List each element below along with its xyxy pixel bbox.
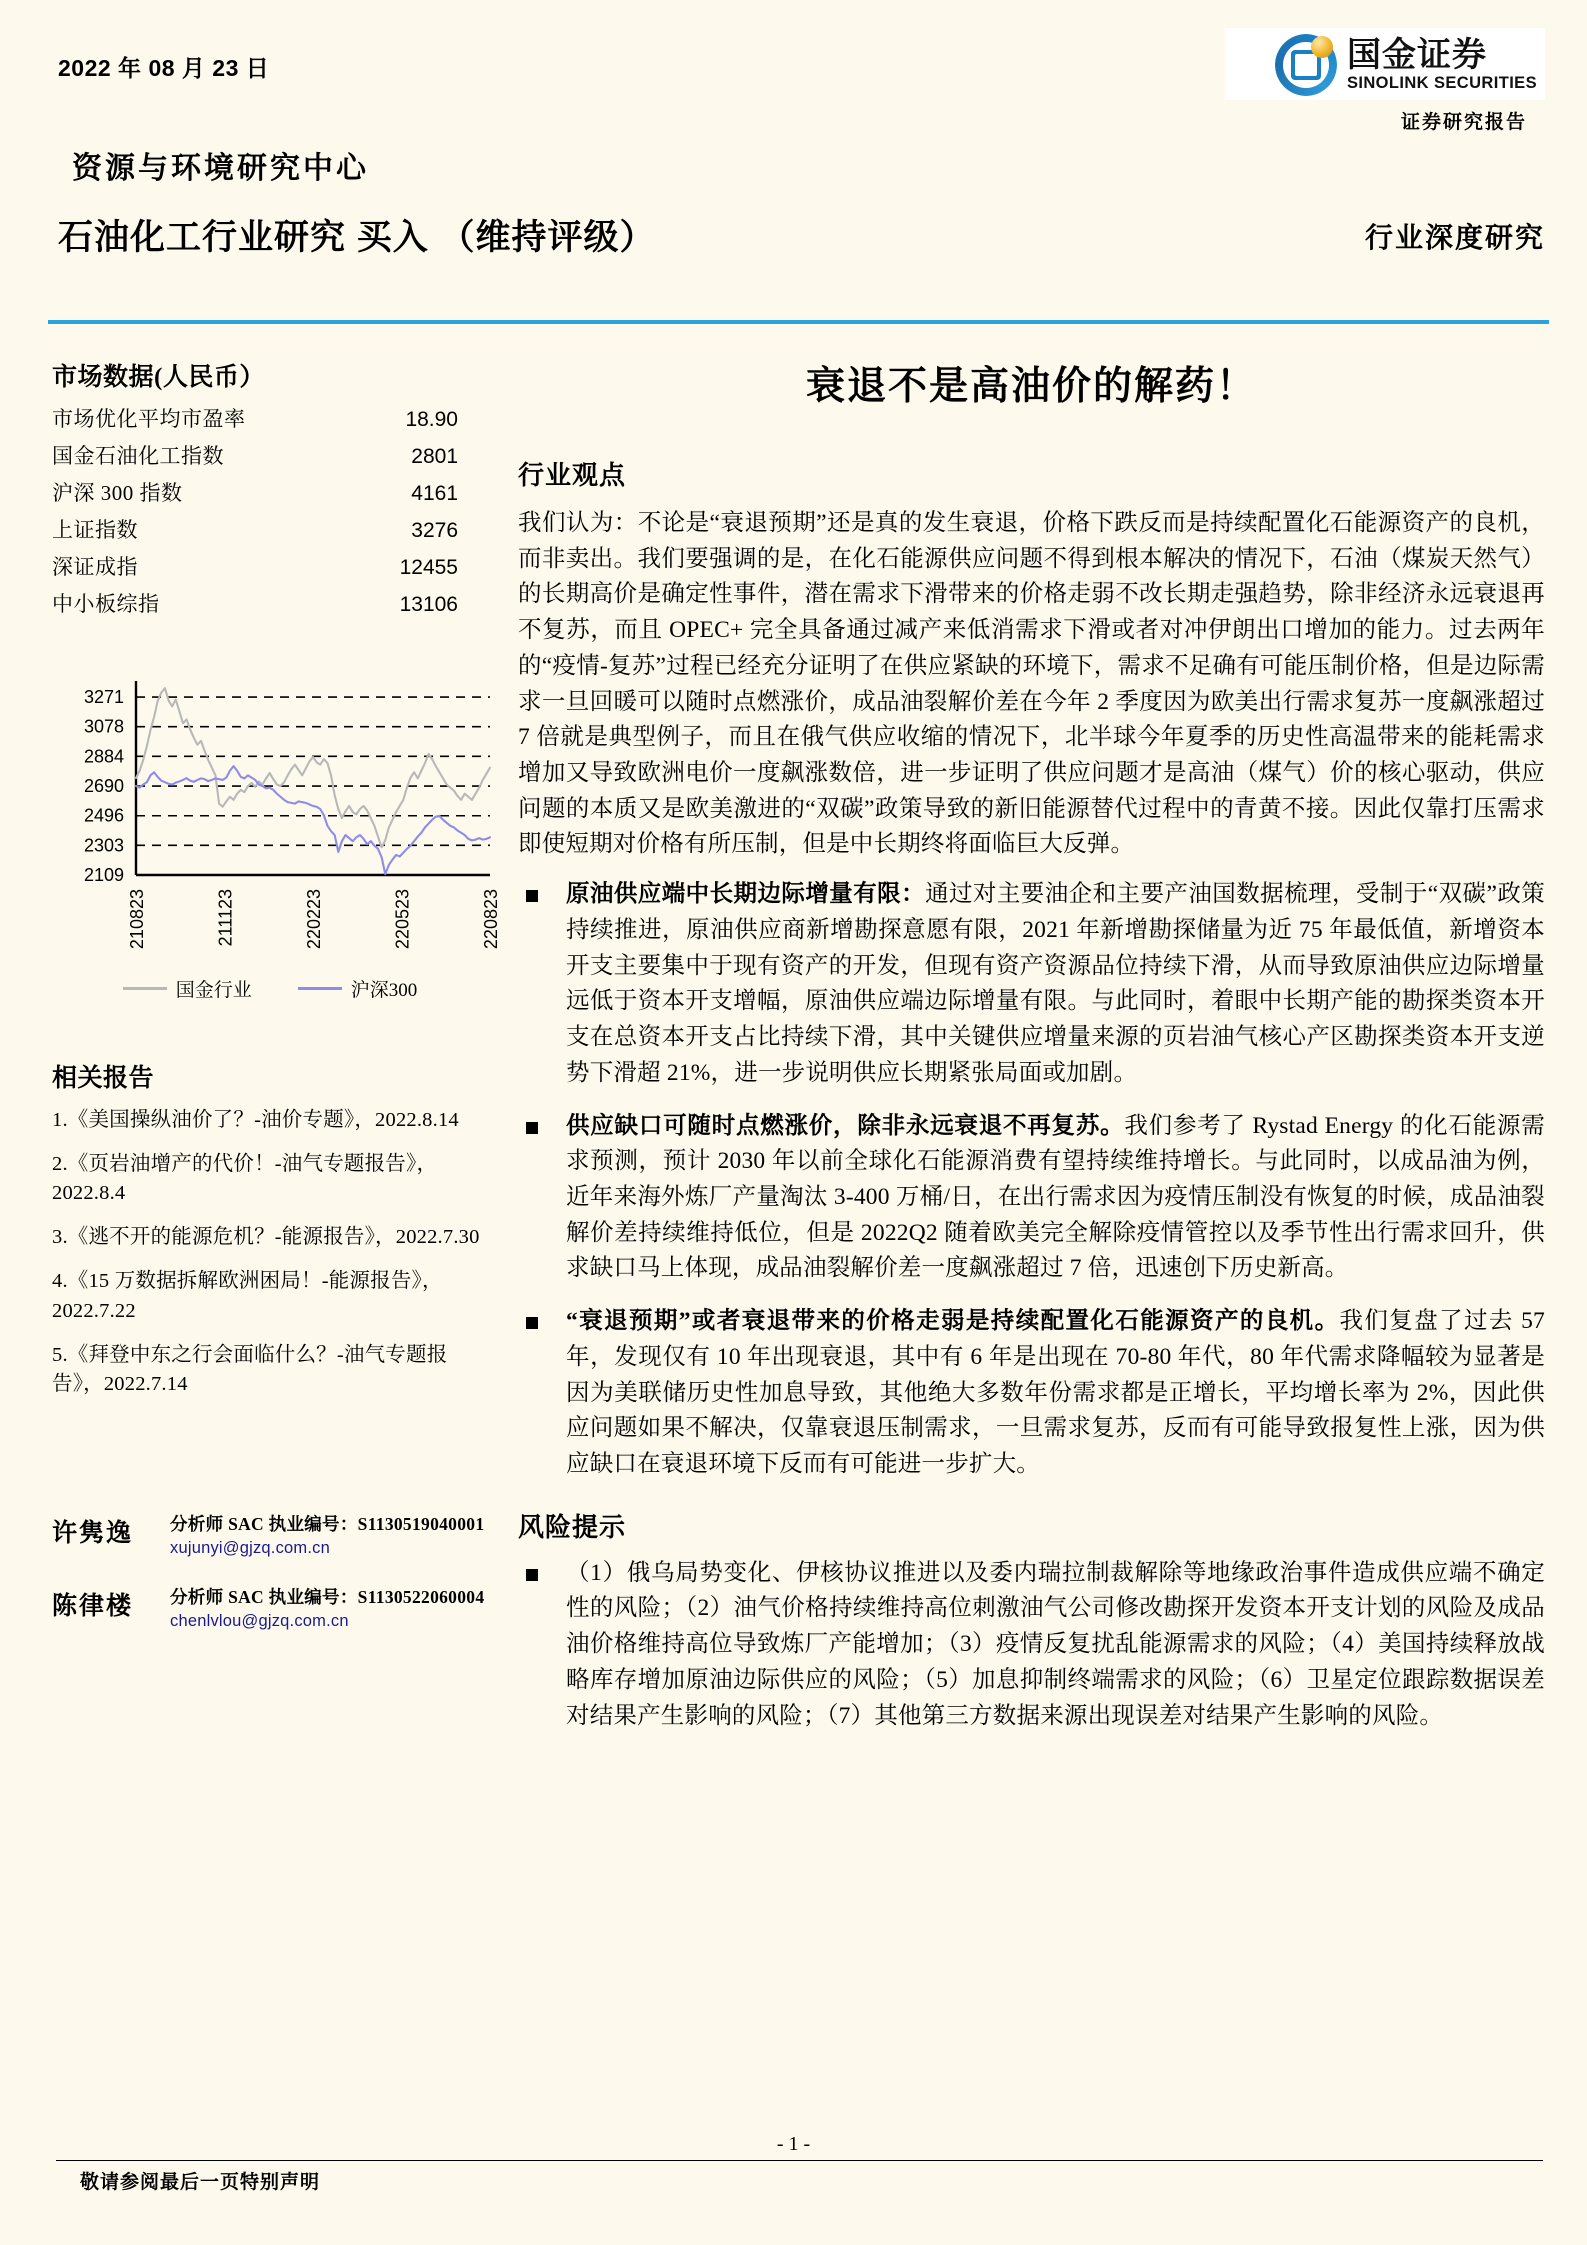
market-row-value: 3276 [411,518,458,542]
title-band [0,210,1587,296]
chart-svg [52,667,502,967]
analyst-meta [170,1584,488,1631]
document-date: 2022 年 08 月 23 日 [58,55,270,81]
legend-swatch [298,987,342,990]
list-item [518,1109,1545,1288]
list-item[interactable]: 5.《拜登中东之行会面临什么？-油气专题报告》，2022.7.14 [52,1343,448,1395]
body-wrapper [0,335,1587,1751]
table-row [52,436,488,473]
list-item [518,1304,1545,1483]
brand-logo-block [1225,28,1545,134]
main-content [500,335,1587,1751]
list-item[interactable]: 1.《美国操纵油价了？-油价专题》，2022.8.14 [52,1109,459,1131]
logo-name-en: SINOLINK SECURITIES [1346,74,1537,93]
key-points-list [518,877,1545,1483]
depth-research-tag: 行业深度研究 [1364,223,1545,254]
page-footer [0,2133,1587,2203]
analyst-sac-number: 分析师 SAC 执业编号：S1130519040001 [170,1513,485,1534]
bullet-lead: “衰退预期”或者衰退带来的价格走弱是持续配置化石能源资产的良机。 [566,1308,1340,1335]
svg-text:2884: 2884 [83,746,124,767]
logo-text [1347,38,1537,92]
market-row-value: 12455 [399,555,458,579]
table-row [52,510,488,547]
legend-label: 沪深300 [350,980,418,1001]
analyst-name: 陈律楼 [52,1592,134,1620]
table-row [52,399,488,436]
footer-disclaimer: 敬请参阅最后一页特别声明 [80,2172,321,2193]
analyst-name: 许隽逸 [52,1519,134,1547]
related-reports-section [52,1058,488,1399]
report-kind-label: 证券研究报告 [1400,112,1527,133]
lead-paragraph: 我们认为：不论是“衰退预期”还是真的发生衰退，价格下跌反而是持续配置化石能源资产的良机，而非卖出。我们要强调的是，在化石能源供应问题不得到根本解决的情况下，石油（煤炭天然气）的长期高价是确定性事件，潜在需求下滑带来的价格走弱不改长期走强趋势，除非经济永远衰退再不复苏，而且 OPEC+ 完全具备通过减产来低消需求下滑或者对冲伊朗出口增加的能力。过去两年的“疫情-复苏”过程已经充分证明了在供应紧缺的环境下，需求不足确有可能压制价格，但是边际需求一旦回暖可以随时点燃涨价，成品油裂解价差在今年 2 季度因为欧美出行需求复苏一度飙涨超过 7 倍就是典型例子，而且在俄气供应收缩的情况下，北半球今年夏季的历史性高温带来的能耗需求增加又导致欧洲电价一度飙涨数倍，进一步证明了供应问题才是高油（煤气）价的核心驱动，供应问题的本质又是欧美激进的“双碳”政策导致的新旧能源替代过程中的青黄不接。因此仅靠打压需求即使短期对价格有所压制，但是中长期终将面临巨大反弹。 [518,510,1545,858]
risk-list [518,1556,1545,1735]
market-row-value: 2801 [411,444,458,468]
bullet-lead: 原油供应端中长期边际增量有限： [566,881,926,908]
sinolink-logo-icon [1275,34,1337,96]
market-row-label: 市场优化平均市盈率 [52,406,246,431]
analyst-entry [52,1511,488,1558]
bullet-text: 通过对主要油企和主要产油国数据梳理，受制于“双碳”政策持续推进，原油供应商新增勘探意愿有限，2021 年新增勘探储量为近 75 年最低值，新增资本开支主要集中于现有资产的开发，但现有资产资源品位持续下滑，从而导致原油供应边际增量远低于资本开支增幅，原油供应端边际增量有限。与此同时，着眼中长期产能的勘探类资本开支在总资本开支占比持续下滑，其中关键供应增量来源的页岩油气核心产区勘探类资本开支逆势下滑超 21%，进一步说明供应长期紧张局面或加剧。 [566,881,1545,1086]
bullet-text: 我们复盘了过去 57 年，发现仅有 10 年出现衰退，其中有 6 年是出现在 70-80 年代，80 年代需求降幅较为显著是因为美联储历史性加息导致，其他绝大多数年份需求都是正增长，平均增长率为 2%，因此供应问题如果不解决，仅靠衰退压制需求，一旦需求复苏，反而有可能导致报复性上涨，因为供应缺口在衰退环境下反而有可能进一步扩大。 [566,1308,1546,1477]
table-row [52,584,488,621]
risk-heading: 风险提示 [518,1512,627,1542]
risk-text: （1）俄乌局势变化、伊核协议推进以及委内瑞拉制裁解除等地缘政治事件造成供应端不确定性的风险；（2）油气价格持续维持高位刺激油气公司修改勘探开发资本开支计划的风险及成品油价格维持高位导致炼厂产能增加；（3）疫情反复扰乱能源需求的风险；（4）美国持续释放战略库存增加原油边际供应的风险；（5）加息抑制终端需求的风险；（6）卫星定位跟踪数据误差对结果产生影响的风险；（7）其他第三方数据来源出现误差对结果产生影响的风险。 [566,1559,1545,1729]
analyst-entry [52,1584,488,1631]
svg-text:2109: 2109 [83,865,124,885]
svg-text:211123: 211123 [215,889,236,947]
svg-text:3078: 3078 [83,716,124,737]
legend-item [298,975,418,1002]
bullet-lead: 供应缺口可随时点燃涨价，除非永远衰退不再复苏。 [566,1112,1125,1139]
market-row-value: 13106 [399,592,458,616]
index-performance-chart [52,667,502,967]
market-row-label: 中小板综指 [52,591,160,616]
svg-text:220523: 220523 [392,889,413,950]
footer-divider [56,2160,1543,2161]
market-row-label: 国金石油化工指数 [52,443,224,468]
list-item[interactable]: 3.《逃不开的能源危机？-能源报告》，2022.7.30 [52,1226,480,1249]
market-data-body [52,399,488,621]
market-row-value: 18.90 [405,407,458,431]
analyst-email[interactable]: chenlvlou@gjzq.com.cn [170,1611,349,1630]
page-number: - 1 - [776,2133,811,2155]
page-title: 衰退不是高油价的解药！ [805,365,1257,408]
analyst-meta [170,1511,488,1558]
market-row-label: 上证指数 [52,517,138,542]
related-reports-heading: 相关报告 [52,1065,155,1092]
table-row [52,547,488,584]
svg-text:220823: 220823 [481,889,501,950]
legend-swatch [123,987,167,990]
svg-text:2690: 2690 [83,776,124,797]
svg-text:2303: 2303 [83,835,124,856]
chart-legend [52,975,488,1002]
legend-label: 国金行业 [175,980,252,1001]
industry-view-heading: 行业观点 [518,461,627,490]
market-data-heading: 市场数据(人民币） [52,364,265,391]
page-header [0,0,1587,210]
table-row [52,473,488,510]
analyst-sac-number: 分析师 SAC 执业编号：S1130522060004 [170,1586,485,1607]
market-data-table [52,399,488,621]
department-name: 资源与环境研究中心 [72,152,369,185]
analyst-email[interactable]: xujunyi@gjzq.com.cn [170,1538,330,1557]
analysts-section [52,1511,488,1631]
logo-name-cn: 国金证券 [1346,36,1487,75]
list-item[interactable]: 4.《15 万数据拆解欧洲困局！-能源报告》，2022.7.22 [52,1270,443,1322]
left-sidebar [0,335,500,1657]
svg-text:210823: 210823 [127,889,147,950]
list-item [518,877,1545,1091]
svg-text:220223: 220223 [304,889,324,950]
industry-title: 石油化工行业研究 买入 （维持评级） [58,218,656,257]
accent-divider [48,320,1549,324]
market-row-value: 4161 [411,481,458,505]
legend-item [123,975,252,1002]
list-item[interactable]: 2.《页岩油增产的代价！-油气专题报告》，2022.8.4 [52,1153,438,1205]
market-row-label: 沪深 300 指数 [52,480,183,505]
list-item [518,1556,1545,1735]
market-row-label: 深证成指 [52,554,138,579]
bullet-text: 我们参考了 Rystad Energy 的化石能源需求预测，预计 2030 年以前全球化石能源消费有望持续维持增长。与此同时，以成品油为例，近年来海外炼厂产量淘汰 3-400 万桶/日，在出行需求因为疫情压制没有恢复的时候，成品油裂解价差持续维持低位，但是 2022Q2 随着欧美完全解除疫情管控以及季节性出行需求回升，供求缺口马上体现，成品油裂解价差一度飙涨超过 7 倍，迅速创下历史新高。 [566,1112,1545,1282]
svg-text:2496: 2496 [83,805,124,826]
logo-row [1225,28,1545,100]
svg-text:3271: 3271 [83,687,124,708]
